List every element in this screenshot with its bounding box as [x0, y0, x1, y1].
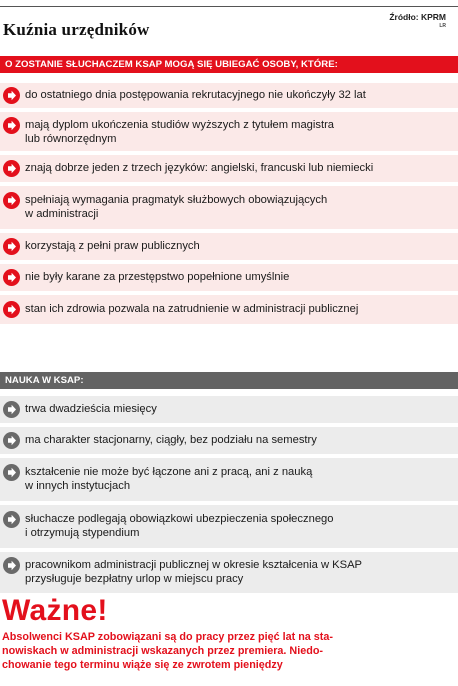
arrow-right-circle-icon: [3, 192, 20, 209]
list-item: [0, 264, 458, 291]
list-item: [0, 427, 458, 454]
list-item-text: mają dyplom ukończenia studiów wyższych z tytułem magistra lub równorzędnym: [25, 119, 335, 145]
study-heading: NAUKA W KSAP:: [0, 372, 458, 389]
list-item: [0, 396, 458, 423]
list-item: [0, 83, 458, 108]
arrow-right-circle-icon: [3, 87, 20, 104]
arrow-right-circle-icon: [3, 238, 20, 255]
arrow-right-circle-icon: [3, 511, 20, 528]
arrow-right-circle-icon: [3, 117, 20, 134]
list-item: [0, 505, 458, 548]
arrow-right-circle-icon: [3, 301, 20, 318]
list-item-text: trwa dwadzieścia miesięcy: [25, 403, 157, 415]
list-item-text: do ostatniego dnia postępowania rekrutacyjnego nie ukończyły 32 lat: [25, 89, 366, 101]
list-item: [0, 155, 458, 182]
arrow-right-circle-icon: [3, 269, 20, 286]
list-item: [0, 552, 458, 593]
source-label: Źródło: KPRM: [389, 12, 446, 22]
list-item-text: kształcenie nie może być łączone ani z pracą, ani z nauką w innych instytucjach: [25, 466, 313, 492]
list-item-text: spełniają wymagania pragmatyk służbowych obowiązujących w administracji: [25, 194, 328, 220]
arrow-right-circle-icon: [3, 160, 20, 177]
arrow-right-circle-icon: [3, 464, 20, 481]
list-item-text: słuchacze podlegają obowiązkowi ubezpieczenia społecznego i otrzymują stypendium: [25, 513, 334, 539]
conditions-heading: O ZOSTANIE SŁUCHACZEM KSAP MOGĄ SIĘ UBIEGAĆ OSOBY, KTÓRE:: [0, 56, 458, 73]
page-title: Kuźnia urzędników: [3, 20, 150, 39]
arrow-right-circle-icon: [3, 432, 20, 449]
author-initials: LR: [439, 23, 446, 29]
list-item-text: stan ich zdrowia pozwala na zatrudnienie w administracji publicznej: [25, 303, 359, 315]
list-item-text: znają dobrze jeden z trzech języków: angielski, francuski lub niemiecki: [25, 162, 374, 174]
arrow-right-circle-icon: [3, 557, 20, 574]
top-rule: [0, 6, 458, 7]
list-item: [0, 458, 458, 501]
list-item-text: korzystają z pełni praw publicznych: [25, 240, 200, 252]
list-item-text: pracownikom administracji publicznej w okresie kształcenia w KSAP przysługuje bezpłatny urlop w miejscu pracy: [25, 559, 363, 585]
important-heading: Ważne!: [2, 594, 108, 627]
list-item: [0, 186, 458, 229]
list-item: [0, 233, 458, 260]
list-item-text: nie były karane za przestępstwo popełnione umyślnie: [25, 271, 290, 283]
list-item-text: ma charakter stacjonarny, ciągły, bez podziału na semestry: [25, 434, 317, 446]
important-note: Absolwenci KSAP zobowiązani są do pracy przez pięć lat na sta- nowiskach w administracji wskazanych przez premiera. Niedo- chowanie tego terminu wiąże się ze zwrotem pieniędzy: [2, 631, 333, 671]
list-item: [0, 112, 458, 151]
header: [0, 8, 458, 42]
list-item: [0, 295, 458, 324]
arrow-right-circle-icon: [3, 401, 20, 418]
